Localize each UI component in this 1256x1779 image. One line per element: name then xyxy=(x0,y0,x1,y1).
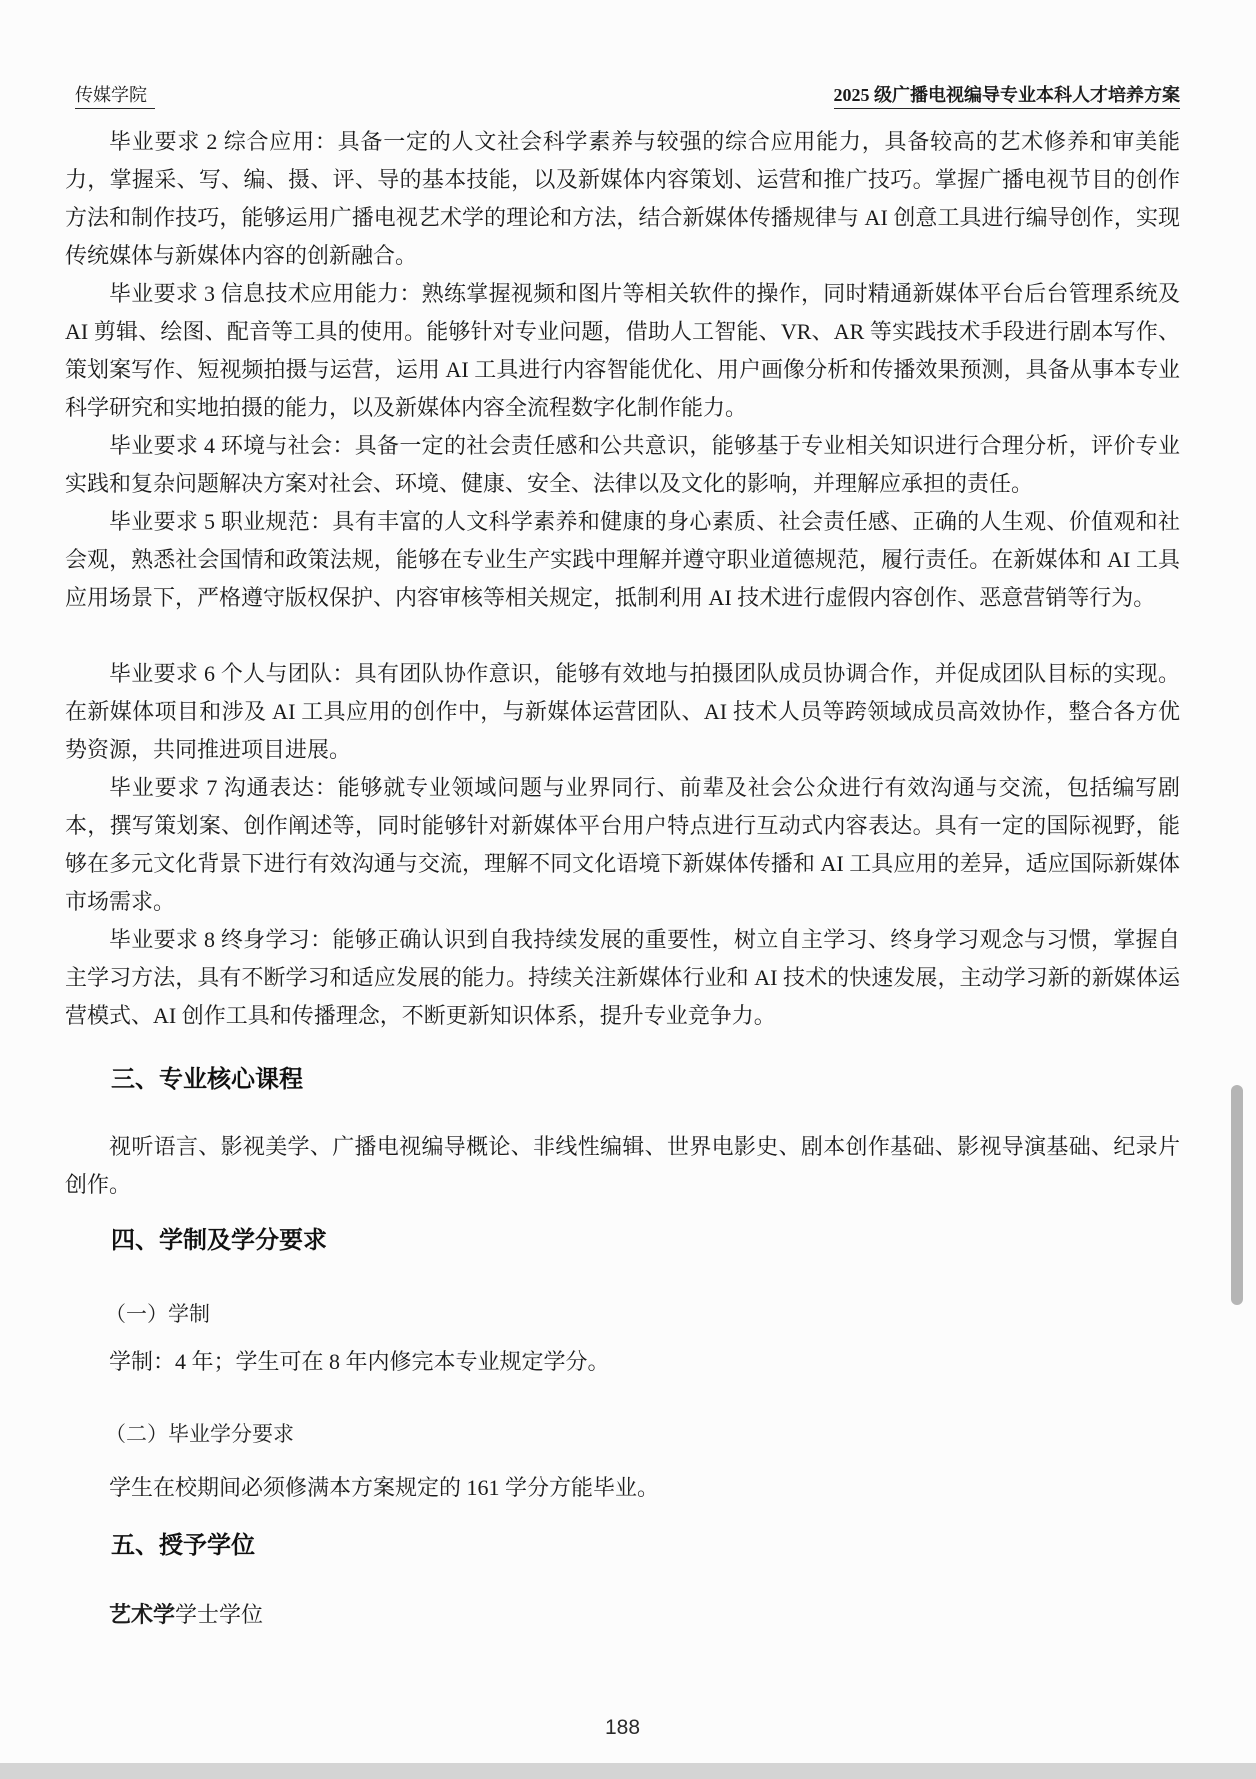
subheading-graduation-credits: （二）毕业学分要求 xyxy=(105,1422,294,1446)
paragraph-duration: 学制：4 年；学生可在 8 年内修完本专业规定学分。 xyxy=(109,1349,610,1374)
paragraph-graduation-requirement-6: 毕业要求 6 个人与团队：具有团队协作意识，能够有效地与拍摄团队成员协调合作，并促成团队目标的实现。在新媒体项目和涉及 AI 工具应用的创作中，与新媒体运营团队、AI 技术人员等跨领域成员高效协作，整合各方优势资源，共同推进项目进展。 xyxy=(65,661,1180,762)
section-heading-duration-credits: 四、学制及学分要求 xyxy=(111,1227,327,1254)
subheading-duration: （一）学制 xyxy=(105,1302,210,1326)
header-doc-title: 2025 级广播电视编导专业本科人才培养方案 xyxy=(834,84,1181,109)
paragraph-graduation-requirement-5: 毕业要求 5 职业规范：具有丰富的人文科学素养和健康的身心素质、社会责任感、正确的人生观、价值观和社会观，熟悉社会国情和政策法规，能够在专业生产实践中理解并遵守职业道德规范，履行责任。在新媒体和 AI 工具应用场景下，严格遵守版权保护、内容审核等相关规定，抵制利用 AI 技术进行虚假内容创作、恶意营销等行为。 xyxy=(65,509,1180,610)
paragraph-graduation-requirement-4: 毕业要求 4 环境与社会：具备一定的社会责任感和公共意识，能够基于专业相关知识进行合理分析，评价专业实践和复杂问题解决方案对社会、环境、健康、安全、法律以及文化的影响，并理解应承担的责任。 xyxy=(65,433,1180,496)
paragraph-graduation-credits: 学生在校期间必须修满本方案规定的 161 学分方能毕业。 xyxy=(109,1475,660,1500)
paragraph-graduation-requirement-2: 毕业要求 2 综合应用：具备一定的人文社会科学素养与较强的综合应用能力，具备较高的艺术修养和审美能力，掌握采、写、编、摄、评、导的基本技能，以及新媒体内容策划、运营和推广技巧。掌握广播电视节目的创作方法和制作技巧，能够运用广播电视艺术学的理论和方法，结合新媒体传播规律与 AI 创意工具进行编导创作，实现传统媒体与新媒体内容的创新融合。 xyxy=(65,129,1180,268)
page-number: 188 xyxy=(604,1716,641,1739)
page-header xyxy=(65,84,1180,109)
degree-suffix-label: 学士学位 xyxy=(175,1602,264,1627)
section-heading-degree: 五、授予学位 xyxy=(111,1532,255,1559)
page-content xyxy=(65,84,1180,1630)
paragraph-graduation-requirement-7: 毕业要求 7 沟通表达：能够就专业领域问题与业界同行、前辈及社会公众进行有效沟通与交流，包括编写剧本，撰写策划案、创作阐述等，同时能够针对新媒体平台用户特点进行互动式内容表达。具有一定的国际视野，能够在多元文化背景下进行有效沟通与交流，理解不同文化语境下新媒体传播和 AI 工具应用的差异，适应国际新媒体市场需求。 xyxy=(65,775,1180,914)
section-heading-core-courses: 三、专业核心课程 xyxy=(111,1066,303,1093)
vertical-scrollbar-thumb[interactable] xyxy=(1231,1085,1243,1305)
header-college-name: 传媒学院 xyxy=(75,84,155,109)
degree-field-label: 艺术学 xyxy=(109,1602,176,1627)
paragraph-graduation-requirement-8: 毕业要求 8 终身学习：能够正确认识到自我持续发展的重要性，树立自主学习、终身学习观念与习惯，掌握自主学习方法，具有不断学习和适应发展的能力。持续关注新媒体行业和 AI 技术的快速发展，主动学习新的新媒体运营模式、AI 创作工具和传播理念，不断更新知识体系，提升专业竞争力。 xyxy=(65,927,1180,1028)
paragraph-core-courses: 视听语言、影视美学、广播电视编导概论、非线性编辑、世界电影史、剧本创作基础、影视导演基础、纪录片创作。 xyxy=(65,1134,1180,1197)
paragraph-graduation-requirement-3: 毕业要求 3 信息技术应用能力：熟练掌握视频和图片等相关软件的操作，同时精通新媒体平台后台管理系统及 AI 剪辑、绘图、配音等工具的使用。能够针对专业问题，借助人工智能、VR、AR 等实践技术手段进行剧本写作、策划案写作、短视频拍摄与运营，运用 AI 工具进行内容智能优化、用户画像分析和传播效果预测，具备从事本专业科学研究和实地拍摄的能力，以及新媒体内容全流程数字化制作能力。 xyxy=(65,281,1180,420)
paragraph-degree xyxy=(65,1600,1180,1630)
horizontal-scrollbar-track[interactable] xyxy=(0,1763,1256,1779)
